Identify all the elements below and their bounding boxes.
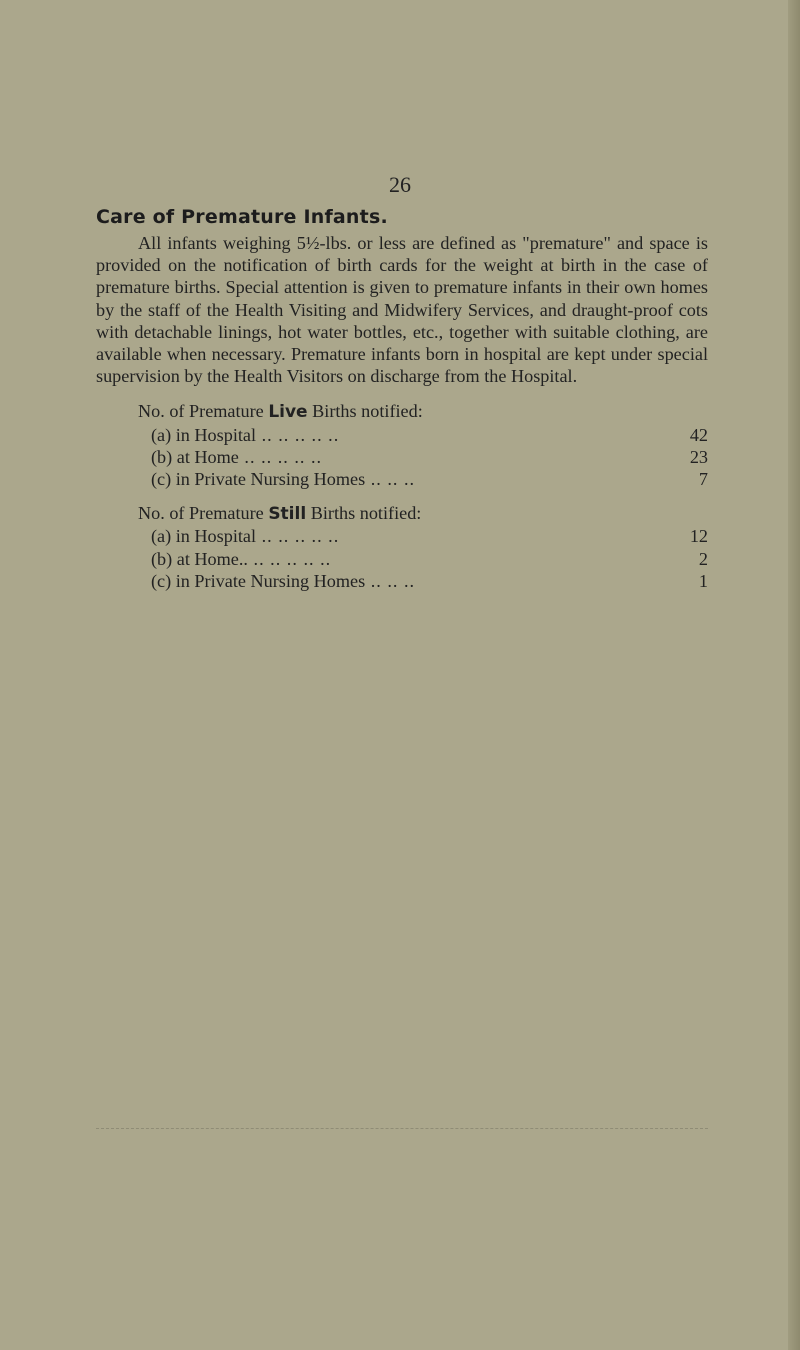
- row-value: 23: [689, 446, 708, 467]
- live-births-row-hospital: [96, 424, 708, 446]
- live-births-row-home: [96, 446, 708, 468]
- row-leader-dots: .. .. ..: [365, 570, 416, 591]
- section-paragraph: All infants weighing 5½-lbs. or less are defined as "premature" and space is provided on the notification of birth cards for the weight at birth in the case of premature births. Special attention is given to premature infants in their own homes by the staff of the Health Visiting and Midwifery Services, and draught-proof cots with detachable linings, hot water bottles, etc., together with suitable clothing, are available when necessary. Premature infants born in hospital are kept under special supervision by the Health Visitors on discharge from the Hospital.: [96, 233, 708, 387]
- row-leader-dots: .. .. .. .. ..: [238, 446, 323, 467]
- live-births-title-suffix: Births notified:: [307, 401, 423, 422]
- row-value: 12: [689, 526, 708, 547]
- still-births-group: [96, 502, 708, 592]
- live-births-title: [96, 400, 708, 423]
- still-births-title-prefix: No. of Premature: [138, 503, 269, 524]
- row-value: 2: [698, 548, 708, 569]
- row-leader-dots: .. .. .. .. ..: [256, 424, 340, 445]
- row-leader-dots: .. .. .. .. ..: [247, 548, 332, 569]
- still-births-row-hospital: [96, 525, 708, 547]
- section-heading: Care of Premature Infants.: [96, 206, 388, 228]
- still-births-row-home: [96, 548, 708, 570]
- row-label: (a) in Hospital: [151, 424, 257, 445]
- row-label: (b) at Home: [151, 446, 239, 467]
- premature-infants-section: [96, 206, 708, 592]
- live-births-title-prefix: No. of Premature: [138, 401, 269, 422]
- row-label: (b) at Home..: [151, 548, 248, 569]
- row-value: 7: [698, 469, 708, 490]
- row-label: (c) in Private Nursing Homes: [151, 469, 366, 490]
- row-value: 1: [698, 570, 708, 591]
- faint-bleed-through-line: [96, 1128, 708, 1129]
- live-births-title-emphasis: Live: [268, 402, 308, 423]
- still-births-title-emphasis: Still: [268, 504, 307, 525]
- page-edge-shadow: [788, 0, 800, 1350]
- still-births-title: [96, 502, 708, 525]
- live-births-row-nursing-homes: [96, 468, 708, 490]
- row-leader-dots: .. .. ..: [365, 469, 416, 490]
- still-births-title-suffix: Births notified:: [306, 503, 422, 524]
- still-births-row-nursing-homes: [96, 570, 708, 592]
- row-label: (a) in Hospital: [151, 526, 257, 547]
- row-value: 42: [689, 424, 708, 445]
- page-number: 26: [389, 172, 411, 197]
- row-label: (c) in Private Nursing Homes: [151, 570, 366, 591]
- row-leader-dots: .. .. .. .. ..: [256, 526, 340, 547]
- live-births-group: [96, 400, 708, 490]
